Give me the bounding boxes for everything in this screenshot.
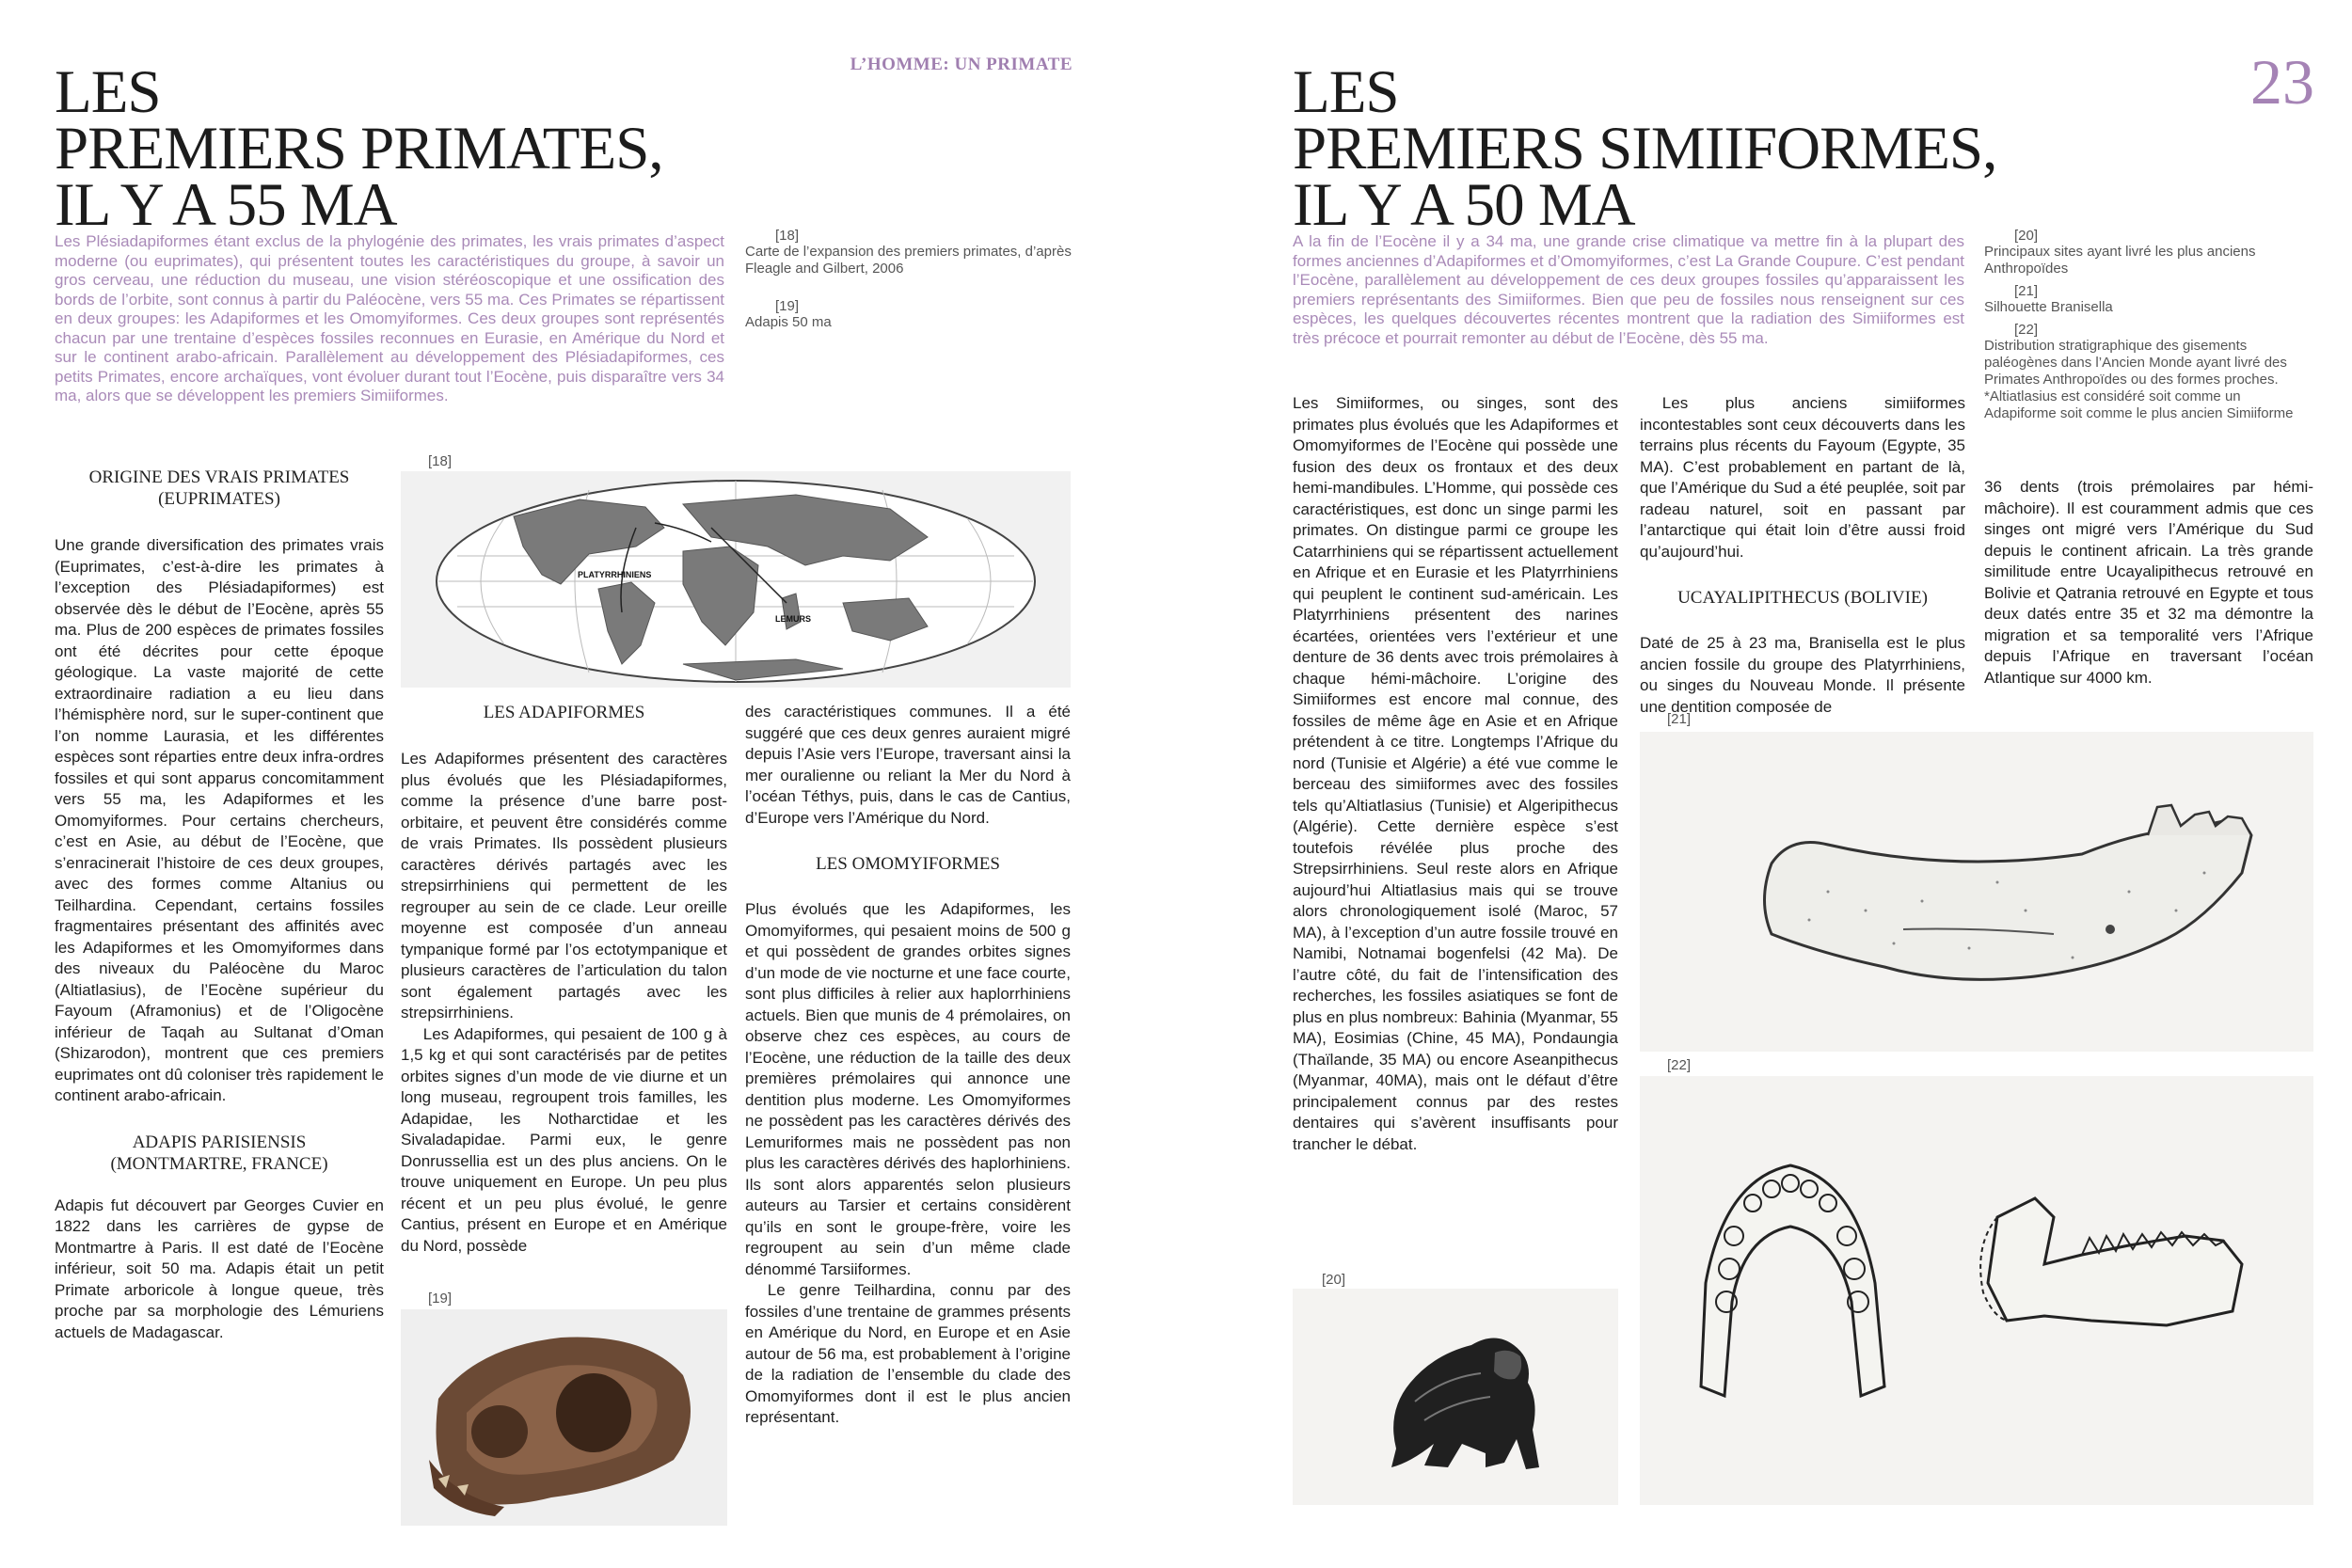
running-head: L’HOMME: UN PRIMATE [850, 55, 1073, 74]
left-page-title [55, 58, 770, 239]
paragraph-adapiformes-2: Les Adapiformes, qui pesaient de 100 g à 1,5 kg et qui sont caractérisés par de petites orbites signes d’un mode de vie diurne et un long museau, regroupent trois familles, les Adapidae, les Notharctidae et les Sivaladapidae. Parmi eux, le genre Donrussellia est un des plus anciens. On le trouve uniquement en Europe. Un peu plus récent et un peu plus évolué, le genre Cantius, présent en Europe et en Amérique du Nord, possède [401, 1024, 727, 1255]
left-column-2 [401, 702, 727, 1257]
caption-text-19: Adapis 50 ma [745, 314, 832, 330]
right-column-2 [1640, 393, 1965, 718]
left-column-3 [745, 702, 1071, 1429]
text-fayoum [1640, 393, 1965, 562]
left-lead-paragraph: Les Plésiadapiformes étant exclus de la phylogénie des primates, les vrais primates d’aspect moderne (ou euprimates), qui présentent toutes les caractéristiques du groupe, à savoir un gros cerveau, une réduction du museau, une vision stéréoscopique et une ossification des bords de l’orbite, sont connus à partir du Paléocène, vers 55 ma. Ces Primates se répartissent en deux groupes: les Adapiformes et les Omomyiformes. Ces deux groupes sont représentés chacun par une trentaine d’espèces fossiles reconnues en Eurasie, en Amérique du Nord et sur le continent arabo-africain. Parallèlement au développement des Plésiadapiformes, ces petits Primates, encore archaïques, vont évoluer durant tout l’Eocène, puis disparaître vers 34 ma, alors que se développent les premiers Simiiformes. [55, 232, 724, 404]
paragraph-omomyiformes-1: Plus évolués que les Adapiformes, les Omomyiformes, qui pesaient moins de 500 g et qui possèdent de grandes orbites signes d’un mode de vie nocturne et une face courte, sont plus difficiles à relier aux haplorrhiniens actuels. Bien que munis de 4 prémolaires, on observe chez ces espèces, au cours de l’Eocène, une réduction de la taille des deux premières prémolaires qui annonce une dentition plus moderne. Les Omomyiformes ne possèdent pas les caractères dérivés des Lemuriformes mais ne possèdent pas non plus les caractères dérivés des haplorhiniens. Ils sont alors apparentés selon plusieurs auteurs au Tarsier et certains considèrent qu’ils en sont le groupe-frère, voire les regroupent au sein d’un même clade dénommé Tarsiiformes. [745, 900, 1071, 1278]
caption-ref-21: [21] [2014, 283, 2039, 299]
jaw-views-drawing [1640, 1076, 2313, 1505]
paragraph-branisella: Daté de 25 à 23 ma, Branisella est le plus ancien fossile du groupe des Platyrrhiniens, ou singes du Nouveau Monde. Il présente une dentition composée de [1640, 634, 1965, 716]
gorilla-silhouette [1293, 1289, 1618, 1505]
text-branisella [1640, 633, 1965, 718]
heading-adapis-parisiensis: ADAPIS PARISIENSIS (MONTMARTRE, FRANCE) [110, 1132, 328, 1174]
paragraph-adapiformes-1: Les Adapiformes présentent des caractères plus évolués que les Plésiadapiformes, comme la présence d’une barre post-orbitaire, et peuvent être considérés comme de vrais Primates. Ils possèdent plusieurs caractères dérivés partagés avec les strepsirrhiniens qui permettent de les regrouper au sein de ce clade. Leur oreille moyenne est composée d’un anneau tympanique formé par l’os ectotympanique et plusieurs caractères de l’articulation du talon sont également partagés avec les strepsirrhiniens. [401, 750, 727, 1022]
world-map-illustration [401, 471, 1071, 688]
text-adapiformes-continued [745, 702, 1071, 829]
heading-omomyiformes: LES OMOMYIFORMES [816, 854, 1000, 874]
right-title-line-1: LES [1293, 58, 1399, 126]
expansion-map-figure [401, 471, 1071, 688]
branisella-jaw-drawing [1640, 732, 2313, 1052]
map-label-platyrrhiniens: PLATYRRHINIENS [578, 570, 652, 579]
paragraph-migration: 36 dents (trois prémolaires par hémi-mâchoire). Il est couramment admis que ces singes ont migré vers l’Amérique du Sud depuis le continent africain. La très grande similitude entre Ucayalipithecus retrouvé en Bolivie et Qatrania retrouvé en Egypte et tous deux datés entre 35 et 32 ma démontre la migration et sa temporalité vers l’Afrique depuis l’Afrique en traversant l’océan Atlantique sur 4000 km. [1984, 478, 2313, 687]
jaw-figure-22-ref: [22] [1667, 1057, 1692, 1073]
heading-origine: ORIGINE DES VRAIS PRIMATES (EUPRIMATES) [88, 467, 350, 509]
right-title-line-3: IL Y A 50 MA [1293, 171, 1635, 239]
adapis-skull-figure [401, 1309, 727, 1526]
paragraph-omomyiformes-2: Le genre Teilhardina, connu par des fossiles d’une trentaine de grammes présents en Amérique du Nord, en Europe et en Asie autour de 56 ma, est probablement à l’origine de la radiation de l’ensemble du clade des Omomyiformes dont il est le plus ancien représentant. [745, 1281, 1071, 1426]
caption-text-22: Distribution stratigraphique des gisements paléogènes dans l’Ancien Monde ayant livré des Primates Anthropoïdes ou des formes proches. *Altiatlasius est considéré soit comme un Adapiforme soit comme le plus ancien Simiiforme [1984, 338, 2294, 421]
right-column-1 [1293, 393, 1618, 1155]
left-title-line-3: IL Y A 55 MA [55, 171, 397, 239]
text-origine [55, 535, 384, 1107]
paragraph-simiiformes: Les Simiiformes, ou singes, sont des primates plus évolués que les Adapiformes et Omomyiformes de l’Eocène qui possède une fusion des deux os frontaux et des deux hemi-mandibules. L’Homme, qui possède ces caractéristiques, est donc un singe parmi les primates. On distingue parmi ce groupe les Catarrhiniens qui se répartissent actuellement en Afrique et en Eurasie et les Platyrrhiniens qui peuplent le continent sud-américain. Les Platyrrhiniens présentent des narines écartées, orientées vers l’extérieur et une denture de 36 dents avec trois prémolaires à chaque hémi-mâchoire. L’origine des Simiiformes est encore mal connue, des fossiles de même âge en Asie et en Afrique prétendent à ce titre. Longtemps l’Afrique du nord (Tunisie et Algérie) a été vue comme le berceau des simiiformes avec des fossiles tels qu’Altiatlasius (Tunisie) et Algeripithecus (Algérie). Cette dernière espèce s’est toutefois révélée plus proche des Strepsirrhiniens. Seul reste alors en Afrique aujourd’hui Altiatlasius mais qui se trouve alors chronologiquement isolé (Maroc, 57 MA), à l’exception d’un autre fossile trouvé en Namibi, Notnamai bogenfelsi (42 Ma). De l’autre côté, du fait de l’intensification des recherches, les fossiles asiatiques se font de plus en plus nombreux: Bahinia (Myanmar, 55 MA), Eosimias (Chine, 45 MA), Pondaungia (Thaïlande, 35 MA) ou encore Aseanpithecus (Myanmar, 40MA), mais ont le défaut d’être principalement connus par des restes dentaires qui s’avèrent insuffisants pour trancher le débat. [1293, 394, 1618, 1153]
heading-ucayalipithecus: UCAYALIPITHECUS (BOLIVIE) [1677, 588, 1928, 608]
gorilla-figure [1293, 1289, 1618, 1505]
jaw-figure-21-ref: [21] [1667, 711, 1692, 727]
text-adapis [55, 1196, 384, 1344]
right-title-line-2: PREMIERS SIMIIFORMES, [1293, 115, 1997, 182]
paragraph-fayoum: Les plus anciens simiiformes incontestables sont ceux découverts dans les terrains plus récents du Fayoum (Egypte, 35 MA). C’est probablement en partant de là, que l’Amérique du Sud a été peuplée, soit par radeau naturel, soit en passant par l’antarctique qui était loin d’être aussi froid qu’aujourd’hui. [1640, 394, 1965, 561]
heading-adapiformes: LES ADAPIFORMES [483, 703, 645, 722]
right-column-3 [1984, 477, 2313, 689]
text-omomyiformes [745, 899, 1071, 1429]
page-number: 23 [2250, 46, 2314, 118]
right-lead-paragraph: A la fin de l’Eocène il y a 34 ma, une grande crise climatique va mettre fin à la plupart des formes anciennes d’Adapiformes et d’Omomyiformes, c’est La Grande Coupure. C’est pendant l’Eocène, parallèlement au développement de ces deux groupes fossiles qu’apparaissent les premiers représentants des Simiiformes. Bien que peu de fossiles nous renseignent sur ces espèces, les quelques découvertes récentes montrent que la radiation des Simiiformes est très précoce et pourrait remonter au début de l’Eocène, dès 55 ma. [1293, 232, 1964, 347]
map-label-lemurs: LEMURS [775, 614, 811, 624]
right-captions [1984, 228, 2313, 422]
map-ref: [18] [428, 453, 453, 469]
branisella-jaw-figure [1640, 732, 2313, 1052]
caption-ref-22: [22] [2014, 322, 2039, 338]
adapis-skull-photo [401, 1309, 727, 1526]
caption-ref-19: [19] [775, 298, 800, 314]
paragraph-origine: Une grande diversification des primates vrais (Euprimates, c’est-à-dire les primates à l’exception des Plésiadapiformes) est observée dès le début de l’Eocène, après 55 ma. Plus de 200 espèces de primates fossiles ont été décrites pour cette époque géologique. La vaste majorité de cette extraordinaire radiation a eu lieu dans l’hémisphère nord, sur le super-continent que l’on nomme Laurasia, et les différentes espèces sont réparties entre deux infra-ordres fossiles et qui sont apparus concomitamment vers 55 ma, les Adapiformes et les Omomyiformes. Pour certains chercheurs, c’est en Asie, au début de l’Eocène, que s’enracinerait l’histoire de ces deux groupes, avec des formes comme Altanius ou Teilhardina. Cependant, certains fossiles fragmentaires présentant des affinités avec les Adapiformes et les Omomyiformes dans des niveaux du Paléocène du Maroc (Altiatlasius), de l’Eocène supérieur du Fayoum (Aframonius) et de l’Oligocène inférieur de Taqah au Sultanat d’Oman (Shizarodon), montrent que ces premiers euprimates ont dû coloniser très rapidement le continent arabo-africain. [55, 536, 384, 1104]
left-title-line-1: LES [55, 58, 161, 126]
caption-ref-18: [18] [775, 228, 800, 244]
paragraph-adapiformes-3: des caractéristiques communes. Il a été suggéré que ces deux genres auraient migré depuis l’Asie vers l’Europe, traversant ainsi la mer ouralienne ou reliant la Mer du Nord à l’océan Téthys, puis, dans le cas de Cantius, d’Europe vers l’Amérique du Nord. [745, 703, 1071, 827]
paragraph-adapis: Adapis fut découvert par Georges Cuvier en 1822 dans les carrières de gypse de Montmartre à Paris. Il est daté de l’Eocène inférieur, soit 50 ma. Adapis était un petit Primate arboricole à longue queue, très proche par sa morphologie des Lémuriens actuels de Madagascar. [55, 1196, 384, 1341]
caption-text-20: Principaux sites ayant livré les plus anciens Anthropoïdes [1984, 244, 2256, 277]
left-captions [745, 228, 1074, 331]
left-column-1 [55, 467, 384, 1343]
text-adapiformes [401, 749, 727, 1257]
skull-ref: [19] [428, 1291, 453, 1307]
caption-ref-20: [20] [2014, 228, 2039, 244]
caption-text-21: Silhouette Branisella [1984, 299, 2113, 315]
gorilla-ref: [20] [1322, 1272, 1346, 1288]
caption-text-18: Carte de l’expansion des premiers primates, d’après Fleagle and Gilbert, 2006 [745, 244, 1072, 277]
left-title-line-2: PREMIERS PRIMATES, [55, 115, 663, 182]
jaw-views-figure [1640, 1076, 2313, 1505]
